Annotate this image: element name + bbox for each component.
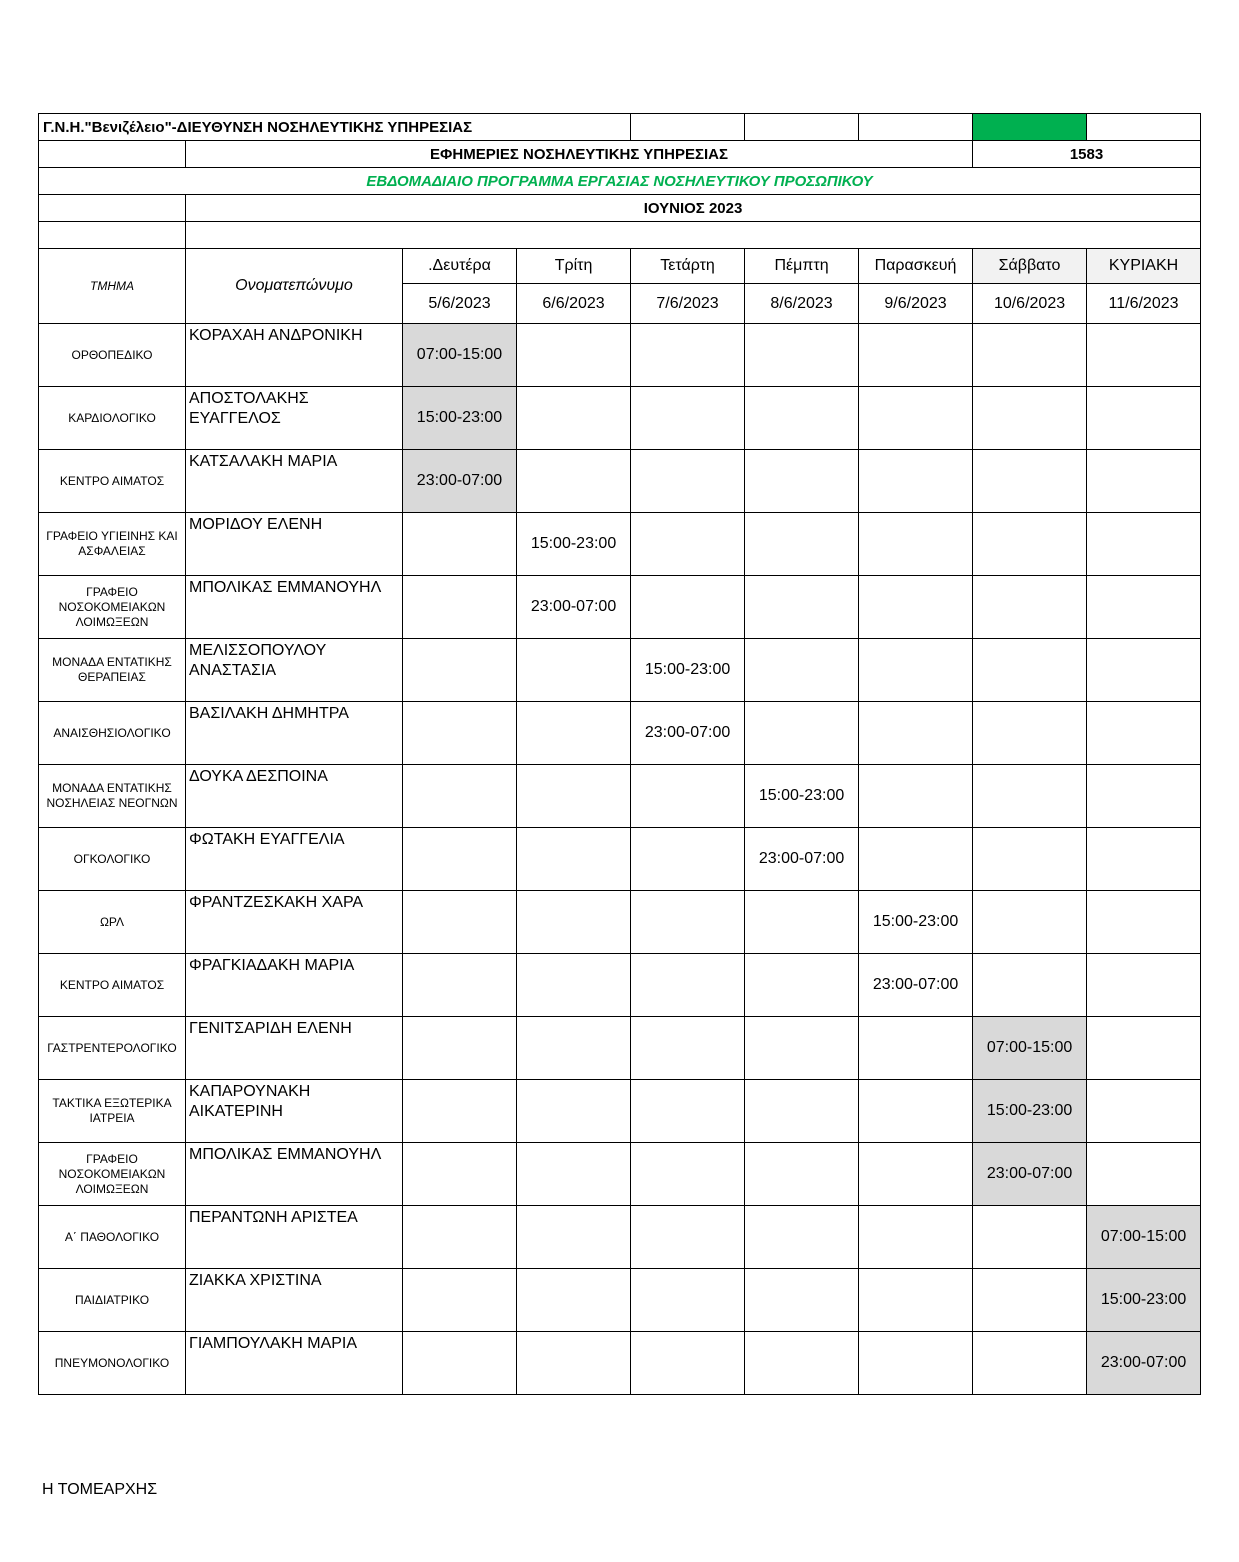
empty-cell <box>745 1080 859 1143</box>
shift-cell: 23:00-07:00 <box>1087 1332 1201 1395</box>
table-row <box>39 891 1201 954</box>
empty-cell <box>1087 387 1201 450</box>
department-cell: ΓΡΑΦΕΙΟ ΝΟΣΟΚΟΜΕΙΑΚΩΝ ΛΟΙΜΩΞΕΩΝ <box>39 1143 186 1206</box>
empty-cell <box>631 576 745 639</box>
shift-cell: 15:00-23:00 <box>517 513 631 576</box>
empty-cell <box>631 891 745 954</box>
empty-cell <box>859 702 973 765</box>
empty-cell <box>631 1143 745 1206</box>
shift-cell: 15:00-23:00 <box>1087 1269 1201 1332</box>
employee-name-cell: ΜΠΟΛΙΚΑΣ ΕΜΜΑΝΟΥΗΛ <box>186 576 403 639</box>
employee-name-cell: ΓΙΑΜΠΟΥΛΑΚΗ ΜΑΡΙΑ <box>186 1332 403 1395</box>
date-header: 9/6/2023 <box>859 284 973 324</box>
table-row <box>39 513 1201 576</box>
department-cell: ΠΑΙΔΙΑΤΡΙΚΟ <box>39 1269 186 1332</box>
shift-cell: 15:00-23:00 <box>859 891 973 954</box>
table-row <box>39 828 1201 891</box>
table-row <box>39 1206 1201 1269</box>
empty-cell <box>517 324 631 387</box>
department-cell: ΑΝΑΙΣΘΗΣΙΟΛΟΓΙΚΟ <box>39 702 186 765</box>
day-header-row <box>39 249 1201 284</box>
empty-cell <box>745 1143 859 1206</box>
empty-cell <box>631 1017 745 1080</box>
organization-title: Γ.Ν.Η."Βενιζέλειο"-ΔΙΕΥΘΥΝΣΗ ΝΟΣΗΛΕΥΤΙΚΗΣ ΥΠΗΡΕΣΙΑΣ <box>39 114 631 141</box>
empty-cell <box>973 450 1087 513</box>
employee-name-cell: ΒΑΣΙΛΑΚΗ ΔΗΜΗΤΡΑ <box>186 702 403 765</box>
table-row <box>39 450 1201 513</box>
empty-cell <box>859 1332 973 1395</box>
empty-cell <box>403 576 517 639</box>
table-row <box>39 1017 1201 1080</box>
name-column-header: Ονοματεπώνυμο <box>186 249 403 324</box>
table-row <box>39 765 1201 828</box>
department-cell: ΚΑΡΔΙΟΛΟΓΙΚΟ <box>39 387 186 450</box>
empty-cell <box>403 639 517 702</box>
table-row <box>39 954 1201 1017</box>
table-row <box>39 702 1201 765</box>
empty-cell <box>1087 954 1201 1017</box>
date-header: 7/6/2023 <box>631 284 745 324</box>
empty-cell <box>403 1143 517 1206</box>
empty-cell <box>517 1269 631 1332</box>
empty-cell <box>1087 1143 1201 1206</box>
empty-cell <box>973 387 1087 450</box>
empty-cell <box>1087 1017 1201 1080</box>
shift-cell: 23:00-07:00 <box>973 1143 1087 1206</box>
empty-cell <box>403 1269 517 1332</box>
empty-cell <box>517 954 631 1017</box>
employee-name-cell: ΖΙΑΚΚΑ ΧΡΙΣΤΙΝΑ <box>186 1269 403 1332</box>
blank-row <box>39 222 1201 249</box>
empty-cell <box>403 954 517 1017</box>
empty-cell <box>403 1080 517 1143</box>
month-label: ΙΟΥΝΙΟΣ 2023 <box>186 195 1201 222</box>
empty-cell <box>403 765 517 828</box>
empty-cell <box>859 387 973 450</box>
empty-cell <box>403 513 517 576</box>
empty-cell <box>745 702 859 765</box>
empty-cell <box>745 450 859 513</box>
date-header: 10/6/2023 <box>973 284 1087 324</box>
empty-cell <box>517 1143 631 1206</box>
empty-cell <box>859 639 973 702</box>
empty-cell <box>973 639 1087 702</box>
shift-cell: 23:00-07:00 <box>859 954 973 1017</box>
empty-cell <box>517 639 631 702</box>
day-header: Τρίτη <box>517 249 631 284</box>
empty-cell <box>1087 576 1201 639</box>
department-cell: ΩΡΛ <box>39 891 186 954</box>
table-row <box>39 1269 1201 1332</box>
employee-name-cell: ΠΕΡΑΝΤΩΝΗ ΑΡΙΣΤΕΑ <box>186 1206 403 1269</box>
department-column-header: ΤΜΗΜΑ <box>39 249 186 324</box>
shift-cell: 23:00-07:00 <box>631 702 745 765</box>
header-row-organization <box>39 114 1201 141</box>
table-row <box>39 576 1201 639</box>
empty-cell <box>973 702 1087 765</box>
empty-cell <box>973 576 1087 639</box>
empty-cell <box>745 387 859 450</box>
empty-cell <box>973 954 1087 1017</box>
table-row <box>39 1080 1201 1143</box>
document-number: 1583 <box>973 141 1201 168</box>
table-row <box>39 1143 1201 1206</box>
program-subtitle: ΕΒΔΟΜΑΔΙΑΙΟ ΠΡΟΓΡΑΜΜΑ ΕΡΓΑΣΙΑΣ ΝΟΣΗΛΕΥΤΙΚΟΥ ΠΡΟΣΩΠΙΚΟΥ <box>39 168 1201 195</box>
empty-cell <box>403 1332 517 1395</box>
empty-cell <box>631 324 745 387</box>
empty-cell <box>631 387 745 450</box>
department-cell: ΜΟΝΑΔΑ ΕΝΤΑΤΙΚΗΣ ΘΕΡΑΠΕΙΑΣ <box>39 639 186 702</box>
empty-cell <box>745 576 859 639</box>
empty-cell <box>745 1269 859 1332</box>
employee-name-cell: ΜΕΛΙΣΣΟΠΟΥΛΟΥ ΑΝΑΣΤΑΣΙΑ <box>186 639 403 702</box>
employee-name-cell: ΦΡΑΓΚΙΑΔΑΚΗ ΜΑΡΙΑ <box>186 954 403 1017</box>
empty-cell <box>403 1017 517 1080</box>
empty-cell <box>517 891 631 954</box>
empty-cell <box>631 765 745 828</box>
empty-cell <box>745 513 859 576</box>
empty-cell <box>859 1206 973 1269</box>
shift-cell: 07:00-15:00 <box>973 1017 1087 1080</box>
empty-cell <box>973 765 1087 828</box>
table-row <box>39 324 1201 387</box>
empty-cell <box>859 1143 973 1206</box>
empty-cell <box>1087 891 1201 954</box>
empty-cell <box>517 387 631 450</box>
document-title: ΕΦΗΜΕΡΙΕΣ ΝΟΣΗΛΕΥΤΙΚΗΣ ΥΠΗΡΕΣΙΑΣ <box>186 141 973 168</box>
green-marker-cell <box>973 114 1087 141</box>
empty-cell <box>859 324 973 387</box>
empty-cell <box>859 1017 973 1080</box>
empty-cell <box>745 639 859 702</box>
empty-cell <box>745 324 859 387</box>
empty-cell <box>517 765 631 828</box>
empty-cell <box>631 513 745 576</box>
empty-cell <box>517 1332 631 1395</box>
schedule-table <box>38 113 1201 1395</box>
day-header: Σάββατο <box>973 249 1087 284</box>
shift-cell: 07:00-15:00 <box>1087 1206 1201 1269</box>
empty-cell <box>631 1080 745 1143</box>
empty-cell <box>859 765 973 828</box>
empty-cell <box>1087 828 1201 891</box>
shift-cell: 15:00-23:00 <box>403 387 517 450</box>
table-row <box>39 1332 1201 1395</box>
empty-cell <box>973 1269 1087 1332</box>
empty-cell <box>1087 639 1201 702</box>
day-header: Παρασκευή <box>859 249 973 284</box>
empty-cell <box>517 1080 631 1143</box>
department-cell: ΓΡΑΦΕΙΟ ΥΓΙΕΙΝΗΣ ΚΑΙ ΑΣΦΑΛΕΙΑΣ <box>39 513 186 576</box>
department-cell: ΟΓΚΟΛΟΓΙΚΟ <box>39 828 186 891</box>
empty-cell <box>859 576 973 639</box>
empty-cell <box>859 513 973 576</box>
empty-cell <box>517 1017 631 1080</box>
empty-cell <box>1087 324 1201 387</box>
empty-cell <box>403 891 517 954</box>
department-cell: ΜΟΝΑΔΑ ΕΝΤΑΤΙΚΗΣ ΝΟΣΗΛΕΙΑΣ ΝΕΟΓΝΩΝ <box>39 765 186 828</box>
empty-cell <box>631 1206 745 1269</box>
day-header: Τετάρτη <box>631 249 745 284</box>
empty-cell <box>631 954 745 1017</box>
empty-cell <box>973 1332 1087 1395</box>
empty-cell <box>859 828 973 891</box>
empty-cell <box>1087 702 1201 765</box>
department-cell: ΓΑΣΤΡΕΝΤΕΡΟΛΟΓΙΚΟ <box>39 1017 186 1080</box>
table-row <box>39 639 1201 702</box>
date-header: 6/6/2023 <box>517 284 631 324</box>
empty-cell <box>745 1332 859 1395</box>
empty-cell <box>403 828 517 891</box>
header-row-title <box>39 141 1201 168</box>
day-header: Πέμπτη <box>745 249 859 284</box>
department-cell: ΤΑΚΤΙΚΑ ΕΞΩΤΕΡΙΚΑ ΙΑΤΡΕΙΑ <box>39 1080 186 1143</box>
shift-cell: 07:00-15:00 <box>403 324 517 387</box>
header-row-subtitle <box>39 168 1201 195</box>
shift-cell: 15:00-23:00 <box>745 765 859 828</box>
empty-cell <box>517 702 631 765</box>
shift-cell: 23:00-07:00 <box>403 450 517 513</box>
date-header: 8/6/2023 <box>745 284 859 324</box>
empty-cell <box>859 1080 973 1143</box>
day-header: ΚΥΡΙΑΚΗ <box>1087 249 1201 284</box>
empty-cell <box>1087 513 1201 576</box>
empty-cell <box>745 954 859 1017</box>
table-row <box>39 387 1201 450</box>
employee-name-cell: ΜΠΟΛΙΚΑΣ ΕΜΜΑΝΟΥΗΛ <box>186 1143 403 1206</box>
employee-name-cell: ΦΡΑΝΤΖΕΣΚΑΚΗ ΧΑΡΑ <box>186 891 403 954</box>
department-cell: ΓΡΑΦΕΙΟ ΝΟΣΟΚΟΜΕΙΑΚΩΝ ΛΟΙΜΩΞΕΩΝ <box>39 576 186 639</box>
empty-cell <box>973 1206 1087 1269</box>
employee-name-cell: ΚΟΡΑΧΑΗ ΑΝΔΡΟΝΙΚΗ <box>186 324 403 387</box>
empty-cell <box>859 450 973 513</box>
shift-cell: 15:00-23:00 <box>631 639 745 702</box>
empty-cell <box>745 1017 859 1080</box>
empty-cell <box>403 1206 517 1269</box>
department-cell: Α΄ ΠΑΘΟΛΟΓΙΚΟ <box>39 1206 186 1269</box>
empty-cell <box>973 828 1087 891</box>
empty-cell <box>1087 765 1201 828</box>
employee-name-cell: ΚΑΠΑΡΟΥΝΑΚΗ ΑΙΚΑΤΕΡΙΝΗ <box>186 1080 403 1143</box>
empty-cell <box>631 450 745 513</box>
employee-name-cell: ΦΩΤΑΚΗ ΕΥΑΓΓΕΛΙΑ <box>186 828 403 891</box>
date-header: 5/6/2023 <box>403 284 517 324</box>
employee-name-cell: ΚΑΤΣΑΛΑΚΗ ΜΑΡΙΑ <box>186 450 403 513</box>
shift-cell: 23:00-07:00 <box>517 576 631 639</box>
empty-cell <box>973 324 1087 387</box>
empty-cell <box>745 1206 859 1269</box>
department-cell: ΠΝΕΥΜΟΝΟΛΟΓΙΚΟ <box>39 1332 186 1395</box>
empty-cell <box>1087 1080 1201 1143</box>
empty-cell <box>631 828 745 891</box>
employee-name-cell: ΓΕΝΙΤΣΑΡΙΔΗ ΕΛΕΝΗ <box>186 1017 403 1080</box>
empty-cell <box>1087 450 1201 513</box>
empty-cell <box>631 1332 745 1395</box>
date-header: 11/6/2023 <box>1087 284 1201 324</box>
empty-cell <box>517 1206 631 1269</box>
header-row-month <box>39 195 1201 222</box>
employee-name-cell: ΔΟΥΚΑ ΔΕΣΠΟΙΝΑ <box>186 765 403 828</box>
department-cell: ΟΡΘΟΠΕΔΙΚΟ <box>39 324 186 387</box>
department-cell: ΚΕΝΤΡΟ ΑΙΜΑΤΟΣ <box>39 954 186 1017</box>
empty-cell <box>973 513 1087 576</box>
empty-cell <box>745 891 859 954</box>
empty-cell <box>631 1269 745 1332</box>
empty-cell <box>973 891 1087 954</box>
day-header: .Δευτέρα <box>403 249 517 284</box>
signature-label: Η ΤΟΜΕΑΡΧΗΣ <box>42 1481 158 1498</box>
empty-cell <box>517 450 631 513</box>
employee-name-cell: ΑΠΟΣΤΟΛΑΚΗΣ ΕΥΑΓΓΕΛΟΣ <box>186 387 403 450</box>
shift-cell: 23:00-07:00 <box>745 828 859 891</box>
department-cell: ΚΕΝΤΡΟ ΑΙΜΑΤΟΣ <box>39 450 186 513</box>
employee-name-cell: ΜΟΡΙΔΟΥ ΕΛΕΝΗ <box>186 513 403 576</box>
shift-cell: 15:00-23:00 <box>973 1080 1087 1143</box>
empty-cell <box>517 828 631 891</box>
empty-cell <box>859 1269 973 1332</box>
empty-cell <box>403 702 517 765</box>
